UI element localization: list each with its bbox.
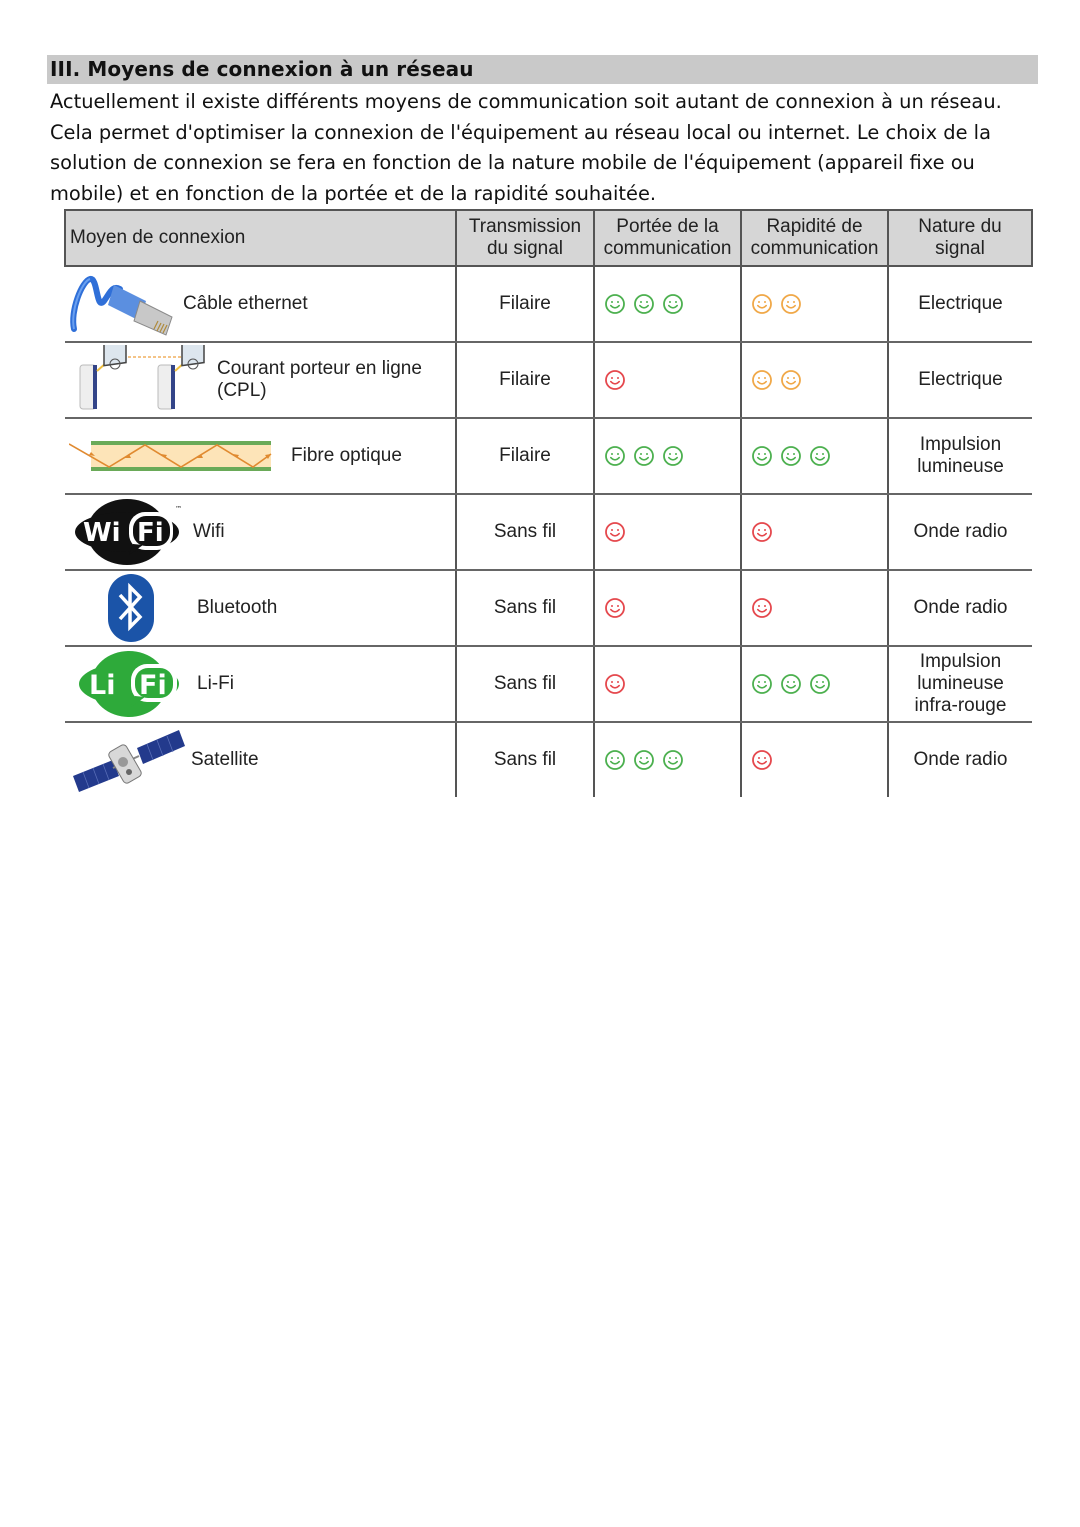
connection-name — [217, 358, 422, 402]
intro-line: solution de connexion se fera en fonction de la nature mobile de l'équipement (appareil fixe ou — [50, 151, 975, 174]
nature-label: Onde radio — [913, 597, 1008, 618]
rating-rapidite — [742, 597, 887, 619]
smiley-good-icon — [809, 673, 831, 695]
connection-table — [64, 209, 1033, 797]
cell-transmission: Sans fil — [456, 722, 594, 797]
smiley-medium-icon — [780, 369, 802, 391]
cell-portee — [594, 722, 741, 797]
smiley-bad-icon — [604, 521, 626, 543]
nature-label: Impulsion — [919, 434, 1002, 455]
table-header-row — [65, 210, 1032, 266]
nature-label: Electrique — [918, 293, 1003, 314]
cell-rapidite — [741, 646, 888, 722]
header-label: Transmission — [468, 216, 582, 237]
table-row — [65, 342, 1032, 418]
rating-rapidite — [742, 293, 887, 315]
smiley-medium-icon — [751, 293, 773, 315]
svg-text:Li: Li — [89, 670, 116, 701]
header-label: Moyen de connexion — [70, 227, 246, 248]
cell-transmission: Sans fil — [456, 646, 594, 722]
connection-name: Bluetooth — [197, 597, 278, 618]
table-row — [65, 570, 1032, 646]
rating-rapidite — [742, 749, 887, 771]
cell-transmission: Sans fil — [456, 494, 594, 570]
header-label: communication — [603, 238, 732, 259]
cell-moyen — [65, 342, 456, 418]
svg-text:Fi: Fi — [137, 518, 164, 548]
nature-label: Onde radio — [913, 521, 1008, 542]
cell-rapidite — [741, 722, 888, 797]
header-rapidite — [741, 210, 888, 266]
rating-portee — [595, 749, 740, 771]
smiley-good-icon — [751, 445, 773, 467]
smiley-bad-icon — [604, 673, 626, 695]
cell-rapidite — [741, 342, 888, 418]
connection-name-line: (CPL) — [217, 380, 267, 401]
smiley-good-icon — [604, 445, 626, 467]
cell-nature — [888, 722, 1032, 797]
header-label: Portée de la — [616, 216, 719, 237]
smiley-good-icon — [751, 673, 773, 695]
cell-rapidite — [741, 570, 888, 646]
smiley-medium-icon — [751, 369, 773, 391]
cpl-adapter-icon — [65, 345, 215, 415]
svg-text:Fi: Fi — [139, 670, 167, 701]
optical-fiber-icon — [65, 436, 291, 476]
table-row — [65, 722, 1032, 797]
smiley-good-icon — [633, 749, 655, 771]
header-portee — [594, 210, 741, 266]
bluetooth-logo-icon — [65, 573, 197, 643]
header-label: Rapidité de — [766, 216, 863, 237]
cell-nature — [888, 266, 1032, 342]
connection-name: Satellite — [191, 749, 259, 770]
lifi-logo-icon — [69, 649, 197, 719]
smiley-good-icon — [662, 293, 684, 315]
connection-name: Câble ethernet — [183, 293, 308, 314]
cell-nature — [888, 570, 1032, 646]
cell-portee — [594, 570, 741, 646]
cell-portee — [594, 418, 741, 494]
header-nature — [888, 210, 1032, 266]
cell-transmission: Filaire — [456, 418, 594, 494]
table-row — [65, 646, 1032, 722]
cell-moyen — [65, 646, 456, 722]
svg-text:Wi: Wi — [83, 518, 121, 548]
cell-portee — [594, 342, 741, 418]
smiley-bad-icon — [751, 521, 773, 543]
cell-nature — [888, 342, 1032, 418]
smiley-good-icon — [633, 293, 655, 315]
cell-rapidite — [741, 494, 888, 570]
rating-rapidite — [742, 521, 887, 543]
cell-rapidite — [741, 266, 888, 342]
cell-nature — [888, 418, 1032, 494]
intro-line: mobile) et en fonction de la portée et de la rapidité souhaitée. — [50, 181, 657, 205]
svg-text:™: ™ — [175, 505, 182, 513]
cell-moyen — [65, 722, 456, 797]
cell-moyen — [65, 570, 456, 646]
header-label: signal — [935, 238, 985, 259]
smiley-bad-icon — [604, 597, 626, 619]
ethernet-cable-icon — [65, 271, 183, 337]
cell-transmission: Filaire — [456, 266, 594, 342]
section-title: III. Moyens de connexion à un réseau — [50, 57, 474, 81]
cell-portee — [594, 494, 741, 570]
rating-portee — [595, 673, 740, 695]
satellite-icon — [65, 726, 191, 794]
rating-portee — [595, 597, 740, 619]
smiley-good-icon — [809, 445, 831, 467]
cell-moyen — [65, 418, 456, 494]
smiley-good-icon — [780, 673, 802, 695]
connection-name: Fibre optique — [291, 445, 402, 466]
cell-moyen — [65, 494, 456, 570]
cell-transmission: Filaire — [456, 342, 594, 418]
table-row — [65, 418, 1032, 494]
cell-nature — [888, 646, 1032, 722]
rating-rapidite — [742, 673, 887, 695]
smiley-bad-icon — [604, 369, 626, 391]
rating-portee — [595, 521, 740, 543]
header-moyen — [65, 210, 456, 266]
connection-name: Li-Fi — [197, 673, 234, 694]
rating-portee — [595, 369, 740, 391]
header-label: communication — [750, 238, 879, 259]
cell-moyen — [65, 266, 456, 342]
nature-label: Impulsion — [919, 651, 1002, 672]
smiley-bad-icon — [751, 597, 773, 619]
cell-portee — [594, 266, 741, 342]
nature-label: lumineuse — [917, 673, 1004, 694]
rating-rapidite — [742, 445, 887, 467]
nature-label: lumineuse — [917, 456, 1004, 477]
nature-label: Electrique — [918, 369, 1003, 390]
header-transmission — [456, 210, 594, 266]
table-row — [65, 266, 1032, 342]
nature-label: infra-rouge — [914, 695, 1007, 716]
smiley-good-icon — [780, 445, 802, 467]
nature-label: Onde radio — [913, 749, 1008, 770]
header-label: Nature du — [918, 216, 1002, 237]
smiley-good-icon — [662, 445, 684, 467]
smiley-good-icon — [604, 749, 626, 771]
cell-nature — [888, 494, 1032, 570]
rating-portee — [595, 293, 740, 315]
intro-paragraph — [50, 87, 1050, 209]
smiley-bad-icon — [751, 749, 773, 771]
rating-portee — [595, 445, 740, 467]
smiley-good-icon — [662, 749, 684, 771]
header-label: du signal — [486, 238, 564, 259]
wifi-logo-icon — [69, 497, 193, 567]
smiley-medium-icon — [780, 293, 802, 315]
rating-rapidite — [742, 369, 887, 391]
connection-name-line: Courant porteur en ligne — [217, 358, 422, 379]
connection-name: Wifi — [193, 521, 225, 542]
cell-transmission: Sans fil — [456, 570, 594, 646]
smiley-good-icon — [604, 293, 626, 315]
intro-line: Cela permet d'optimiser la connexion de l'équipement au réseau local ou internet. Le choix de la — [50, 120, 991, 144]
cell-portee — [594, 646, 741, 722]
table-row — [65, 494, 1032, 570]
intro-line: Actuellement il existe différents moyens de communication soit autant de connexion à un réseau. — [50, 90, 1002, 113]
smiley-good-icon — [633, 445, 655, 467]
cell-rapidite — [741, 418, 888, 494]
